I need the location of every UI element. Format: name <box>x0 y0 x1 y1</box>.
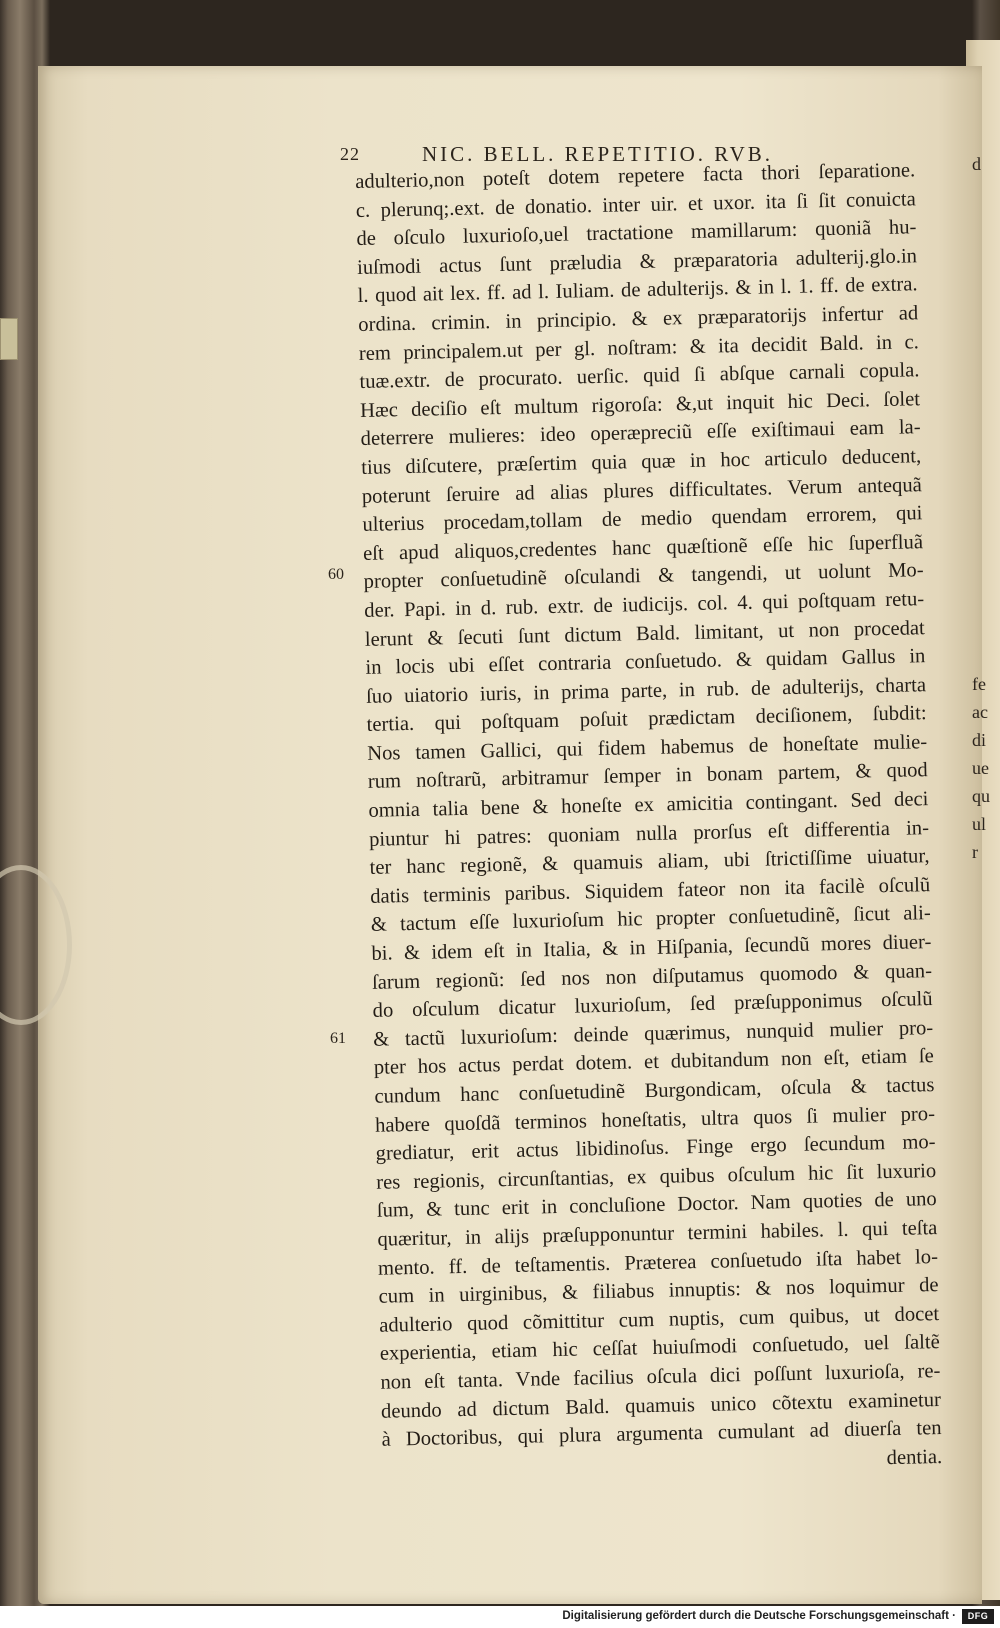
text-line: deundo ad dictum Bald. quamuis unico cõtextu examinetur <box>380 1388 942 1423</box>
text-line: deterrere mulieres: ideo operæpreciũ eſſe exiſtimaui eam la- <box>360 416 921 451</box>
text-line: lerunt & ſecuti ſunt dictum Bald. limitant, ut non procedat <box>364 616 925 651</box>
fragment-text: d <box>972 154 981 174</box>
fragment-text: ue <box>972 758 989 778</box>
text-line: mento. ff. de teſtamentis. Præterea conſuetudo iſta habet lo- <box>377 1245 939 1280</box>
text-line: adulterio quod cõmittitur cum nuptis, cum quibus, ut docet <box>379 1302 940 1337</box>
text-line: tuæ.extr. de procurato. uerſic. quid ſi abſque carnali copula. <box>359 359 920 394</box>
text-line: iuſmodi actus ſunt præludia & præparatoria adulterij.glo.in <box>356 245 918 279</box>
bookmark-ribbon <box>0 318 18 360</box>
text-line: ſarum regionũ: ſed nos non diſputamus quomodo & quan- <box>371 959 933 994</box>
text-line: adulterio,non poteſt dotem repetere facta thori ſeparatione. <box>355 159 916 193</box>
text-line: experientia, etiam hic ceſſat huiuſmodi conſuetudo, uel ſaltẽ <box>379 1331 940 1366</box>
funding-credit: Digitalisierung gefördert durch die Deutsche Forschungsgemeinschaft · <box>562 1610 956 1622</box>
body-text <box>355 156 942 1483</box>
text-line: propter conſuetudinẽ oſculandi & tangendi, ut uolunt Mo- <box>363 559 924 594</box>
text-line: cum in uirginibus, & filiabus innuptis: & nos loquimur de <box>378 1274 939 1308</box>
text-line: pter hos actus perdat dotem. et dubitandum non eſt, etiam ſe <box>373 1045 934 1080</box>
text-line: & tactum eſſe luxurioſum hic propter conſuetudinẽ, ſicut ali- <box>370 902 931 937</box>
fragment-text: fe <box>972 674 986 694</box>
fragment-text: di <box>972 730 987 750</box>
fragment-text: ac <box>972 702 988 722</box>
digitization-footer <box>0 1606 1000 1628</box>
fragment-text: r <box>972 842 978 862</box>
text-line: rum noſtrarũ, arbitramur ſemper in bonam partem, & quod <box>367 759 928 794</box>
text-line: bi. & idem eſt in Italia, & in Hiſpania, ſecundũ mores diuer- <box>371 931 932 965</box>
text-line: tius diſcutere, præſertim quia quæ in hoc articulo deducent, <box>361 445 922 479</box>
text-line: ulterius procedam,tollam de medio quendam errorem, qui <box>362 502 923 537</box>
text-line: Nos tamen Gallici, qui fidem habemus de honeſtate mulie- <box>367 731 928 765</box>
text-line: habere quoſdã terminos honeſtatis, ultra quos ſi mulier pro- <box>374 1102 936 1137</box>
text-line: tertia. qui poſtquam poſuit prædictam deciſionem, ſubdit: <box>366 702 927 737</box>
text-line: ter hanc regionẽ, & quamuis aliam, ubi ſtrictiſſime uiuatur, <box>369 845 930 880</box>
text-line: eſt apud aliquos,credentes hanc quæſtionẽ eſſe hic ſuperfluã <box>362 530 924 565</box>
text-line: omnia talia bene & honeſte ex amicitia contingant. Sed deci <box>368 788 929 822</box>
text-line: c. plerunq;.ext. de donatio. inter uir. et uxor. ita ſi ſit conuicta <box>355 187 916 222</box>
fragment-text: ul <box>972 814 987 834</box>
margin-note-60: 60 <box>328 566 344 583</box>
text-line: do oſculum dicatur luxurioſum, ſed præſupponimus oſculũ <box>372 988 933 1023</box>
running-title: NIC. BELL. REPETITIO. RVB. <box>422 142 774 166</box>
page-number: 22 <box>340 144 360 164</box>
text-line: quæritur, in alijs præſupponuntur termini habiles. l. qui teſta <box>377 1217 938 1251</box>
text-line: poterunt ſeruire ad alias plures difficultates. Verum antequã <box>361 473 922 508</box>
text-line: Hæc deciſio eſt multum rigoroſa: &,ut inquit hic Deci. ſolet <box>359 387 921 422</box>
text-line: rem principalem.ut per gl. noſtram: & ita decidit Bald. in c. <box>358 330 919 365</box>
text-line: cundum hanc conſuetudinẽ Burgondicam, oſcula & tactus <box>374 1074 935 1108</box>
text-line: in locis ubi eſſet contraria conſuetudo. & quidam Gallus in <box>365 645 926 679</box>
fragment-text: qu <box>972 786 990 806</box>
text-line: datis terminis paribus. Siquidem fateor non ita facilè oſculũ <box>370 873 931 908</box>
text-line: ſuo uiatorio iuris, in prima parte, in rub. de adulterijs, charta <box>365 673 927 708</box>
margin-note-61: 61 <box>330 1030 346 1047</box>
text-line: & tactũ luxurioſum: deinde quærimus, nunquid mulier pro- <box>373 1016 934 1051</box>
text-line: ſum, & tunc erit in concluſione Doctor. Nam quoties de uno <box>376 1188 937 1223</box>
text-line: l. quod ait lex. ff. ad l. Iuliam. de adulterijs. & in l. 1. ff. de extra. <box>357 273 918 308</box>
dfg-logo: DFG <box>962 1609 994 1624</box>
text-line: à Doctoribus, qui plura argumenta cumulant ad diuerſa ten <box>381 1417 942 1451</box>
text-line: de oſculo luxurioſo,uel tractatione mamillarum: quoniã hu- <box>356 216 917 251</box>
text-line: res regionis, circunſtantias, ex quibus oſculum hic ſit luxurio <box>376 1159 937 1194</box>
text-line: der. Papi. in d. rub. extr. de iudicijs. col. 4. qui poſtquam retu- <box>364 588 925 622</box>
text-line: ordina. crimin. in principio. & ex præparatorijs infertur ad <box>358 302 919 336</box>
text-line: piuntur hi patres: quoniam nulla prorſus eſt differentia in- <box>368 816 930 851</box>
text-line: dentia. <box>886 1445 943 1469</box>
text-line: grediatur, erit actus libidinoſus. Finge ergo ſecundum mo- <box>375 1131 936 1165</box>
text-line: non eſt tanta. Vnde facilius oſcula dici poſſunt luxurioſa, re- <box>380 1359 941 1394</box>
